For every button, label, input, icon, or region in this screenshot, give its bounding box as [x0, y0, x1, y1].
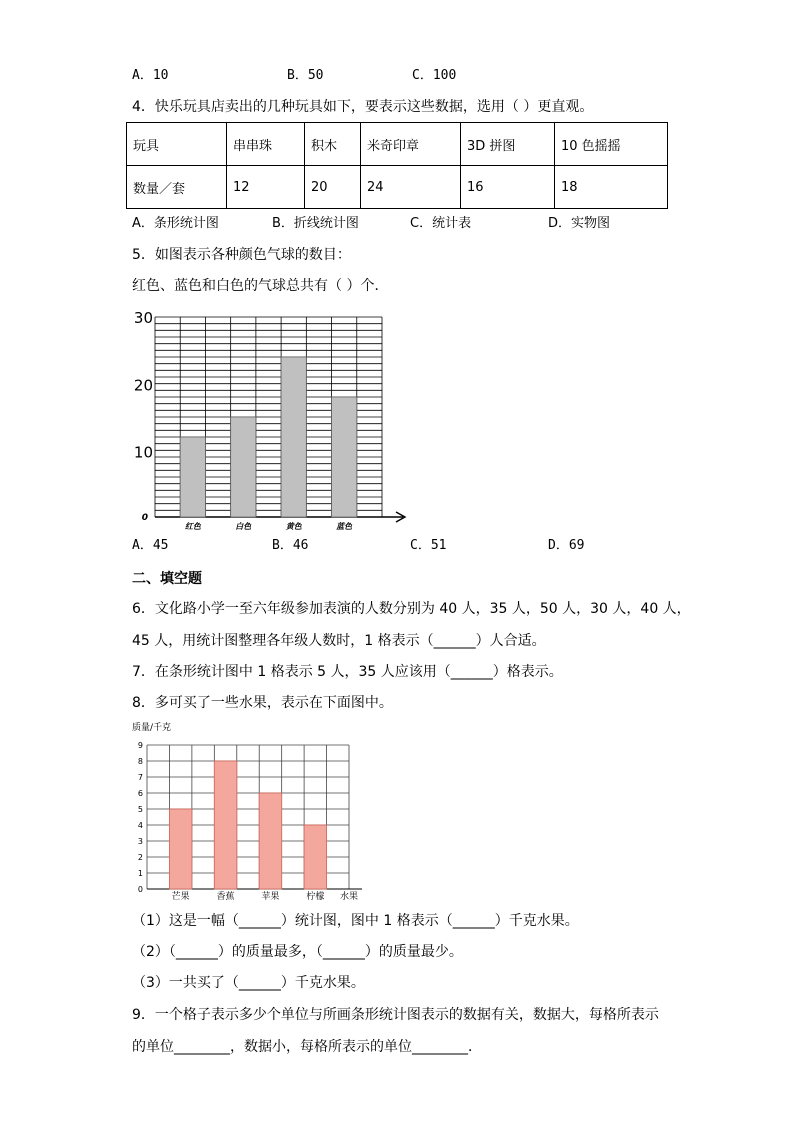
q9-question: 9．一个格子表示多少个单位与所画条形统计图表示的数据有关，数据大，每格所表示: [132, 1007, 659, 1023]
bar: [304, 825, 326, 889]
q8-sub3: （3）一共买了（______）千克水果。: [132, 975, 365, 991]
x-tick-label: 红色: [184, 522, 201, 531]
y-tick-label: 3: [137, 837, 143, 846]
table-cell: 10 色摇摇: [554, 123, 667, 166]
bar: [259, 793, 281, 889]
q3-option-c[interactable]: C．100: [412, 68, 457, 83]
q5-question: 5．如图表示各种颜色气球的数目：: [132, 247, 351, 263]
q5-option-d[interactable]: D．69: [548, 538, 585, 553]
y-tick-label: 6: [137, 789, 143, 798]
table-cell: 16: [461, 166, 555, 209]
table-cell: 24: [360, 166, 460, 209]
x-tick-label: 香蕉: [216, 892, 235, 902]
q5-option-a[interactable]: A．45: [132, 538, 169, 553]
x-tick-label: 苹果: [261, 892, 280, 902]
x-axis-label: 水果: [339, 892, 359, 902]
x-tick-label: 芒果: [171, 892, 190, 902]
y-tick-label: 8: [137, 757, 143, 766]
y-tick-label: 30: [133, 309, 153, 327]
table-cell: 20: [305, 166, 361, 209]
y-tick-label: 20: [133, 376, 153, 395]
q9-question-line2: 的单位________，数据小，每格所表示的单位________．: [132, 1039, 482, 1055]
table-cell: 12: [227, 166, 305, 209]
q7-question: 7．在条形统计图中 1 格表示 5 人，35 人应该用（______）格表示。: [132, 664, 563, 680]
y-tick-label: 4: [137, 821, 143, 830]
y-tick-label: 1: [137, 869, 143, 878]
q4-question: 4．快乐玩具店卖出的几种玩具如下，要表示这些数据，选用（ ）更直观。: [132, 99, 594, 115]
y-tick-label: 7: [137, 773, 143, 782]
table-cell: 串串珠: [227, 123, 305, 166]
y-tick-label: 9: [137, 741, 143, 750]
q6-question: 6．文化路小学一至六年级参加表演的人数分别为 40 人，35 人，50 人，30 人，40 人，: [132, 601, 691, 617]
x-tick-label: 蓝色: [336, 522, 353, 531]
y-tick-label: 10: [133, 443, 153, 462]
bar: [169, 809, 191, 889]
q4-option-d[interactable]: D．实物图: [548, 216, 611, 231]
y-axis-label: 质量/千克: [132, 723, 172, 733]
q8-sub2: （2）（______）的质量最多，（______）的质量最少。: [132, 944, 463, 960]
q5-option-c[interactable]: C．51: [410, 538, 447, 553]
x-tick-label: 黄色: [285, 522, 302, 531]
table-cell: 米奇印章: [360, 123, 460, 166]
table-cell: 积木: [305, 123, 361, 166]
bar: [214, 761, 236, 889]
q4-option-b[interactable]: B．折线统计图: [272, 216, 359, 231]
x-tick-label: 柠檬: [306, 892, 325, 902]
q8-question: 8．多可买了一些水果，表示在下面图中。: [132, 695, 393, 711]
x-tick-label: 白色: [235, 522, 252, 531]
table-cell: 3D 拼图: [461, 123, 555, 166]
q3-option-b[interactable]: B．50: [287, 68, 324, 83]
q3-option-a[interactable]: A．10: [132, 68, 169, 83]
y-tick-label: 0: [141, 513, 148, 523]
y-tick-label: 0: [137, 885, 143, 894]
q6-question-line2: 45 人，用统计图整理各年级人数时，1 格表示（______）人合适。: [132, 633, 546, 649]
y-tick-label: 2: [137, 853, 143, 862]
q5-option-b[interactable]: B．46: [272, 538, 309, 553]
table-cell: 玩具: [127, 123, 227, 166]
section-title: 二、填空题: [132, 571, 202, 587]
q8-sub1: （1）这是一幅（______）统计图，图中 1 格表示（______）千克水果。: [132, 913, 579, 929]
table-cell: 数量／套: [127, 166, 227, 209]
table-cell: 18: [554, 166, 667, 209]
q4-option-c[interactable]: C．统计表: [410, 216, 472, 231]
q4-option-a[interactable]: A．条形统计图: [132, 216, 219, 231]
q5-question-line2: 红色、蓝色和白色的气球总共有（ ）个．: [132, 278, 389, 294]
y-tick-label: 5: [137, 805, 143, 814]
